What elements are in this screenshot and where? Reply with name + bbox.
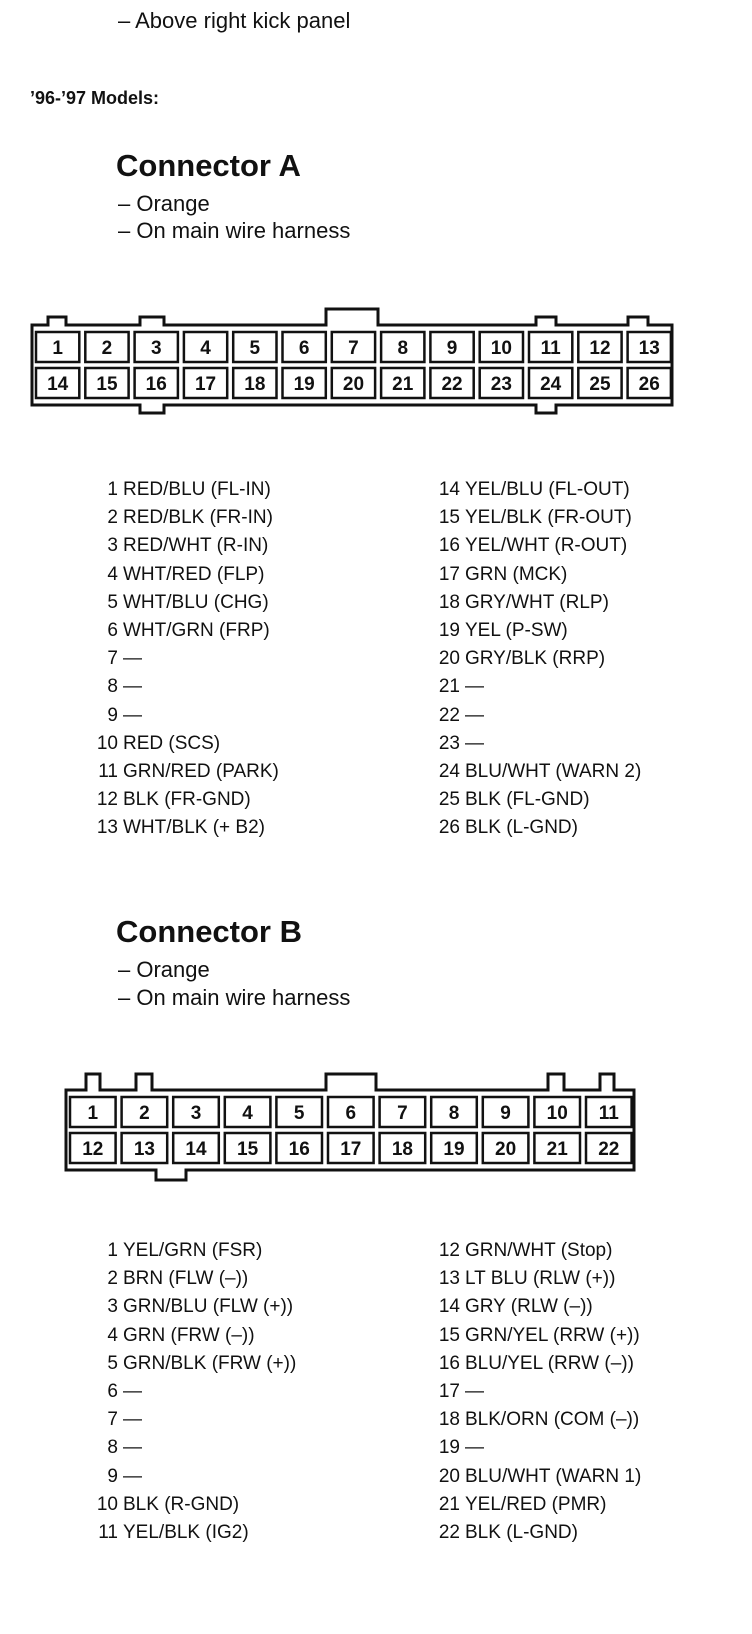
pin-row <box>88 730 279 758</box>
connector-a-title: Connector A <box>116 148 301 183</box>
pin-description: BLK (L-GND) <box>465 1522 578 1544</box>
pin-label: 19 <box>293 374 315 395</box>
pin-row <box>424 617 641 645</box>
pin-row <box>424 476 641 504</box>
pin-label: 15 <box>96 374 118 395</box>
pin-number: 2 <box>107 507 118 529</box>
connector-b-color: – Orange <box>118 957 210 982</box>
pin-description: BLK (FL-GND) <box>465 789 590 811</box>
pin-row <box>424 1237 641 1265</box>
pin-row <box>88 1322 296 1350</box>
pin-number: 5 <box>107 591 118 613</box>
pin-description: GRY (RLW (–)) <box>465 1296 593 1318</box>
pin-row <box>88 1519 296 1547</box>
pin-row <box>88 589 279 617</box>
pin-row <box>88 504 279 532</box>
pin-number: 12 <box>438 1240 460 1261</box>
pin-row <box>88 1463 296 1491</box>
pin-number: 4 <box>107 1324 118 1346</box>
pin-description: BRN (FLW (–)) <box>123 1268 249 1290</box>
pin-description: GRN/WHT (Stop) <box>465 1240 613 1261</box>
pin-description: — <box>123 1465 142 1487</box>
pin-number: 21 <box>438 1493 460 1515</box>
pin-description: GRY/WHT (RLP) <box>465 591 609 613</box>
connector-b-pins-right <box>424 1237 641 1547</box>
pin-description: YEL/RED (PMR) <box>465 1493 607 1515</box>
pin-number: 9 <box>107 704 118 726</box>
pin-description: GRN/YEL (RRW (+)) <box>465 1324 640 1346</box>
pin-number: 23 <box>438 732 460 754</box>
pin-row <box>424 1491 641 1519</box>
pin-description: LT BLU (RLW (+)) <box>465 1268 616 1290</box>
pin-number: 10 <box>96 732 118 754</box>
pin-number: 3 <box>107 1296 118 1318</box>
location-note: – Above right kick panel <box>118 8 351 33</box>
pin-description: BLK (FR-GND) <box>123 789 251 811</box>
connector-a-location: – On main wire harness <box>118 218 351 243</box>
pin-description: — <box>465 704 484 726</box>
pin-label: 18 <box>244 374 266 395</box>
pin-number: 25 <box>438 789 460 811</box>
pin-description: RED/BLK (FR-IN) <box>123 507 273 529</box>
pin-label: 11 <box>540 338 561 359</box>
pin-row <box>424 1350 641 1378</box>
pin-row <box>424 561 641 589</box>
pin-number: 1 <box>107 479 118 500</box>
pin-description: — <box>123 1437 142 1459</box>
pin-row <box>424 814 641 842</box>
connector-a-diagram <box>0 305 752 435</box>
pin-number: 6 <box>107 620 118 642</box>
pin-number: 5 <box>107 1352 118 1374</box>
pin-label: 3 <box>190 1103 202 1124</box>
pin-label: 12 <box>589 338 611 359</box>
pin-description: YEL/GRN (FSR) <box>123 1240 263 1261</box>
pin-description: — <box>123 676 142 698</box>
pin-number: 22 <box>438 1522 460 1544</box>
pin-number: 1 <box>107 1240 118 1261</box>
pin-row <box>88 1406 296 1434</box>
pin-label: 19 <box>443 1139 465 1160</box>
pin-number: 9 <box>107 1465 118 1487</box>
pin-number: 8 <box>107 676 118 698</box>
pin-row <box>424 702 641 730</box>
pin-label: 10 <box>490 338 512 359</box>
pin-label: 16 <box>288 1139 310 1160</box>
pin-label: 14 <box>185 1139 207 1160</box>
pin-row <box>88 673 279 701</box>
pin-row <box>88 1491 296 1519</box>
pin-row <box>88 617 279 645</box>
pin-label: 21 <box>392 374 414 395</box>
pin-number: 14 <box>438 1296 460 1318</box>
connector-b-title: Connector B <box>116 914 302 949</box>
pin-number: 4 <box>107 563 118 585</box>
pin-description: RED/BLU (FL-IN) <box>123 479 271 500</box>
pin-label: 2 <box>139 1103 150 1124</box>
pin-row <box>424 1406 641 1434</box>
pin-row <box>88 702 279 730</box>
pin-row <box>424 1463 641 1491</box>
connector-b-location: – On main wire harness <box>118 985 351 1010</box>
pin-description: — <box>123 1381 142 1403</box>
pin-label: 20 <box>342 374 365 395</box>
pin-row <box>424 504 641 532</box>
pin-number: 11 <box>98 1522 118 1544</box>
pin-number: 19 <box>438 1437 460 1459</box>
pin-label: 26 <box>638 374 660 395</box>
pin-description: RED/WHT (R-IN) <box>123 535 269 557</box>
pin-label: 4 <box>200 338 211 359</box>
pin-row <box>424 1322 641 1350</box>
pin-label: 24 <box>540 374 562 395</box>
pin-row <box>424 1519 641 1547</box>
pin-description: — <box>465 676 484 698</box>
pin-description: WHT/GRN (FRP) <box>123 620 270 642</box>
pin-row <box>424 786 641 814</box>
pin-label: 15 <box>237 1139 259 1160</box>
pin-row <box>88 561 279 589</box>
pin-description: — <box>465 1381 484 1403</box>
pin-number: 2 <box>107 1268 118 1290</box>
pin-number: 7 <box>107 648 118 670</box>
connector-b-diagram <box>0 1070 752 1200</box>
pin-label: 10 <box>546 1103 568 1124</box>
pin-number: 20 <box>438 1465 460 1487</box>
connector-a-pins-right <box>424 476 641 843</box>
pin-label: 12 <box>82 1139 104 1160</box>
pin-description: GRY/BLK (RRP) <box>465 648 606 670</box>
pin-row <box>88 1378 296 1406</box>
pin-description: — <box>123 648 142 670</box>
pin-label: 17 <box>340 1139 362 1160</box>
pin-number: 16 <box>438 1352 460 1374</box>
pin-label: 6 <box>298 338 310 359</box>
pin-label: 21 <box>546 1139 568 1160</box>
pin-row <box>88 645 279 673</box>
pin-row <box>88 814 279 842</box>
pin-description: GRN/BLK (FRW (+)) <box>123 1352 297 1374</box>
pin-label: 8 <box>448 1103 460 1124</box>
pin-description: WHT/BLK (+ B2) <box>123 817 265 839</box>
pin-description: — <box>123 1409 142 1431</box>
pin-row <box>88 758 279 786</box>
pin-description: WHT/BLU (CHG) <box>123 591 269 613</box>
pin-label: 5 <box>293 1103 305 1124</box>
pin-description: GRN/RED (PARK) <box>123 761 279 783</box>
pin-number: 24 <box>438 761 460 783</box>
pin-row <box>424 1434 641 1462</box>
pin-label: 8 <box>397 338 409 359</box>
pin-description: — <box>465 732 484 754</box>
pin-description: GRN (FRW (–)) <box>123 1324 255 1346</box>
pin-row <box>424 758 641 786</box>
pin-description: YEL/WHT (R-OUT) <box>465 535 628 557</box>
pin-row <box>88 476 279 504</box>
pin-label: 20 <box>495 1139 517 1160</box>
pin-number: 15 <box>438 1324 460 1346</box>
pin-row <box>424 673 641 701</box>
pin-label: 7 <box>397 1103 408 1124</box>
pin-number: 12 <box>96 789 118 811</box>
pin-number: 19 <box>438 620 460 642</box>
pin-row <box>88 1237 296 1265</box>
pin-description: WHT/RED (FLP) <box>123 563 265 585</box>
pin-label: 14 <box>47 374 69 395</box>
pin-number: 17 <box>438 1381 460 1403</box>
pin-description: GRN (MCK) <box>465 563 568 585</box>
pin-number: 13 <box>96 817 118 839</box>
pin-label: 2 <box>101 338 113 359</box>
pin-number: 18 <box>438 591 460 613</box>
pin-row <box>88 1434 296 1462</box>
pin-label: 9 <box>500 1103 511 1124</box>
pin-label: 22 <box>598 1139 620 1160</box>
pin-label: 23 <box>490 374 512 395</box>
pin-label: 13 <box>638 338 660 359</box>
pin-label: 17 <box>194 374 217 395</box>
pin-number: 13 <box>438 1268 460 1290</box>
pin-description: YEL/BLK (FR-OUT) <box>465 507 632 529</box>
pin-description: BLU/WHT (WARN 1) <box>465 1465 642 1487</box>
pin-number: 6 <box>107 1381 118 1403</box>
models-heading: ’96-’97 Models: <box>30 88 160 108</box>
pin-label: 1 <box>87 1103 99 1124</box>
connector-a-color: – Orange <box>118 191 210 216</box>
pin-label: 1 <box>52 338 63 359</box>
pin-row <box>424 730 641 758</box>
pin-row <box>424 1265 641 1293</box>
pin-number: 11 <box>98 761 118 783</box>
pin-description: BLK (R-GND) <box>123 1493 240 1515</box>
pin-label: 18 <box>391 1139 413 1160</box>
pin-number: 3 <box>107 535 118 557</box>
connector-a-pins-left <box>88 476 279 843</box>
pin-number: 21 <box>438 676 460 698</box>
pin-label: 5 <box>249 338 261 359</box>
pin-label: 3 <box>150 338 162 359</box>
pin-label: 13 <box>133 1139 155 1160</box>
pin-row <box>88 532 279 560</box>
pin-row <box>88 1293 296 1321</box>
pin-label: 16 <box>145 374 167 395</box>
pin-description: YEL (P-SW) <box>465 620 568 642</box>
connector-b-pins-left <box>88 1237 296 1547</box>
pin-number: 18 <box>438 1409 460 1431</box>
pin-description: GRN/BLU (FLW (+)) <box>123 1296 294 1318</box>
pin-description: BLU/WHT (WARN 2) <box>465 761 642 783</box>
pin-number: 16 <box>438 535 460 557</box>
pin-row <box>88 1265 296 1293</box>
pin-description: RED (SCS) <box>123 732 221 754</box>
pin-number: 10 <box>96 1493 118 1515</box>
pin-row <box>424 589 641 617</box>
pin-number: 7 <box>107 1409 118 1431</box>
pin-number: 20 <box>438 648 460 670</box>
pin-description: BLK/ORN (COM (–)) <box>465 1409 640 1431</box>
pin-label: 6 <box>345 1103 357 1124</box>
pin-description: BLK (L-GND) <box>465 817 578 839</box>
pin-number: 15 <box>438 507 460 529</box>
pin-label: 11 <box>598 1103 619 1124</box>
pin-number: 8 <box>107 1437 118 1459</box>
pin-row <box>424 1378 641 1406</box>
pin-number: 22 <box>438 704 460 726</box>
pin-row <box>424 1293 641 1321</box>
pin-row <box>424 645 641 673</box>
pin-description: — <box>123 704 142 726</box>
pin-number: 17 <box>438 563 460 585</box>
pin-description: — <box>465 1437 484 1459</box>
pin-row <box>88 786 279 814</box>
pin-row <box>88 1350 296 1378</box>
pin-label: 4 <box>242 1103 253 1124</box>
pin-description: BLU/YEL (RRW (–)) <box>465 1352 634 1374</box>
pin-row <box>424 532 641 560</box>
pin-description: YEL/BLU (FL-OUT) <box>465 479 630 500</box>
pin-number: 26 <box>438 817 460 839</box>
pin-label: 22 <box>441 374 463 395</box>
pin-number: 14 <box>438 479 460 500</box>
pin-description: YEL/BLK (IG2) <box>123 1522 249 1544</box>
pin-label: 7 <box>348 338 359 359</box>
pin-label: 25 <box>589 374 611 395</box>
pin-label: 9 <box>446 338 458 359</box>
